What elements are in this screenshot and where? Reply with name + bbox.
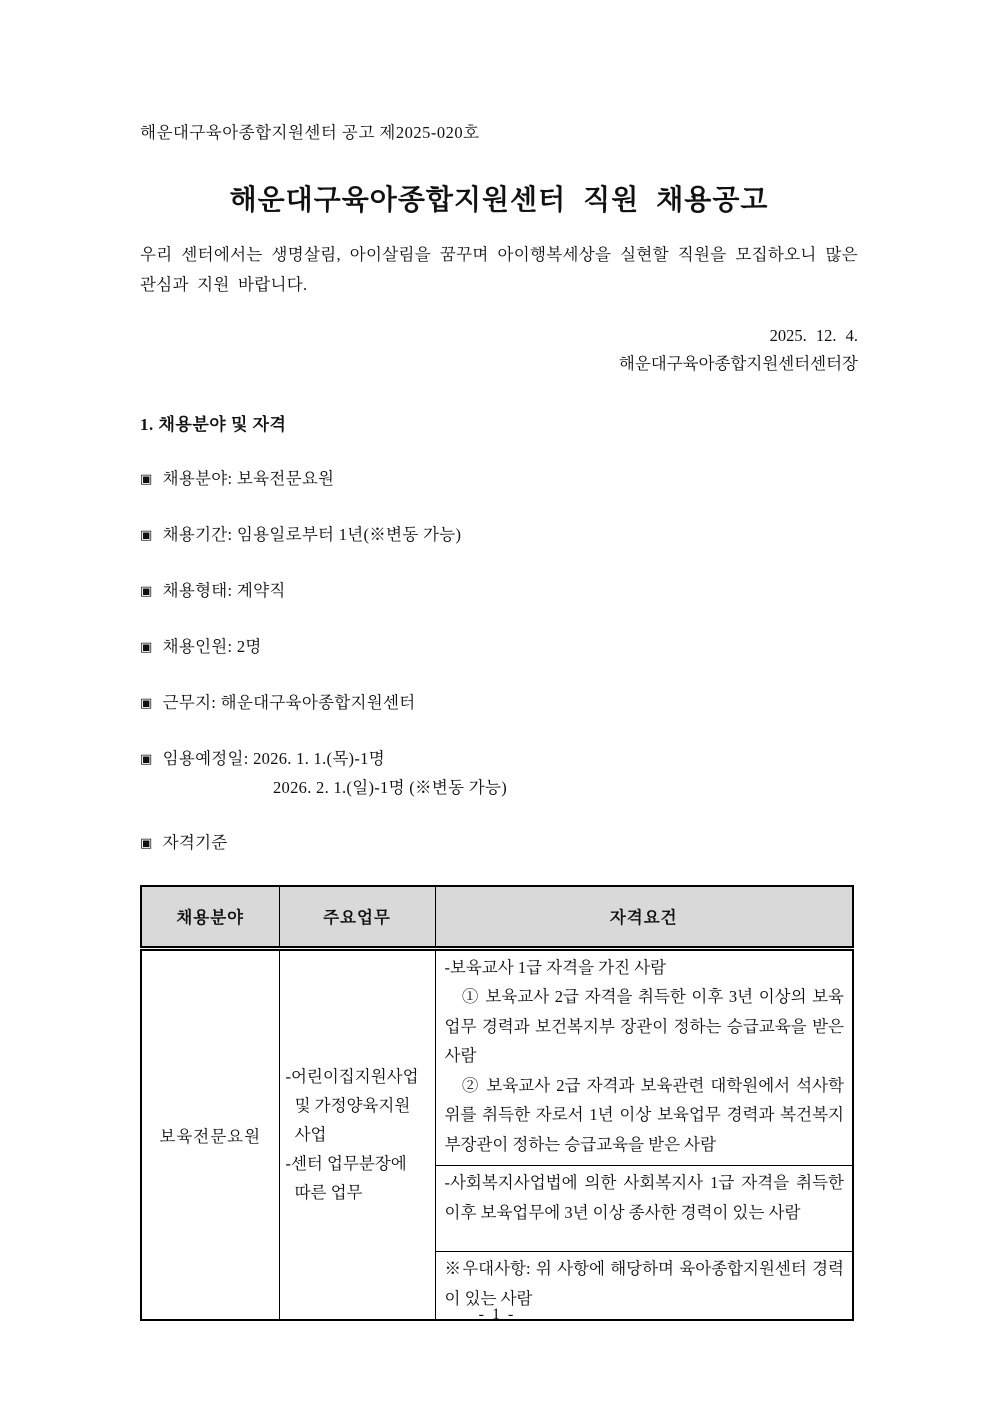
notice-number: 해운대구육아종합지원센터 공고 제2025-020호 [140, 123, 480, 142]
bullet-recruit-period [140, 524, 858, 547]
date-signature-block [140, 322, 858, 378]
page-number: - 1 - [478, 1306, 514, 1323]
bullet-text: 채용인원: 2명 [162, 637, 262, 656]
bullet-text: 채용기간: 임용일로부터 1년(※변동 가능) [162, 525, 462, 544]
table-header-qualifications: 자격요건 [435, 886, 853, 948]
table-header-row [141, 886, 853, 948]
intro-paragraph: 우리 센터에서는 생명살림, 아이살림을 꿈꾸며 아이행복세상을 실현할 직원을 모집하오니 많은 관심과 지원 바랍니다. [140, 245, 858, 294]
square-bullet-icon: ▣ [140, 751, 153, 766]
qual-line-numbered-1: ① 보육교사 2급 자격을 취득한 이후 3년 이상의 보육업무 경력과 보건복지부 장관이 정하는 승급교육을 받은 사람 [444, 987, 844, 1065]
page-title: 해운대구육아종합지원센터 직원 채용공고 [229, 185, 769, 216]
bullet-headcount [140, 636, 858, 659]
qual-line-numbered-2: ② 보육교사 2급 자격과 보육관련 대학원에서 석사학위를 취득한 자로서 1년 이상 보육업무 경력과 복건복지부장관이 정하는 승급교육을 받은 사람 [444, 1075, 844, 1154]
table-header-main-duties: 주요업무 [279, 886, 435, 948]
cell-qualification-teacher [435, 948, 853, 1166]
bullet-text: 채용분야: 보육전문요원 [162, 469, 335, 488]
bullet-text: 채용형태: 계약직 [162, 581, 286, 600]
bullet-employment-type [140, 580, 858, 603]
cell-job-title: 보육전문요원 [141, 948, 279, 1320]
cell-qualification-preferred: ※우대사항: 위 사항에 해당하며 육아종합지원센터 경력이 있는 사람 [435, 1252, 853, 1321]
bullet-text-line2: 2026. 2. 1.(일)-1명 (※변동 가능) [273, 778, 508, 797]
announcement-date: 2025. 12. 4. [769, 326, 858, 345]
duty-line: -어린이집지원사업 및 가정양육지원 사업 [285, 1067, 419, 1145]
qualification-table [140, 885, 854, 1321]
bullet-appointment-date [140, 748, 858, 799]
section-1-heading: 1. 채용분야 및 자격 [140, 415, 287, 434]
bullet-qualification-criteria [140, 832, 858, 855]
cell-qualification-social-worker: -사회복지사업법에 의한 사회복지사 1급 자격을 취득한 이후 보육업무에 3년 이상 종사한 경력이 있는 사람 [435, 1166, 853, 1252]
table-header-recruit-field: 채용분야 [141, 886, 279, 948]
square-bullet-icon: ▣ [140, 471, 153, 486]
square-bullet-icon: ▣ [140, 583, 153, 598]
bullet-text: 자격기준 [162, 833, 228, 852]
bullet-text: 임용예정일: 2026. 1. 1.(목)-1명 [162, 749, 385, 768]
duty-line: -센터 업무분장에 따른 업무 [285, 1154, 407, 1203]
square-bullet-icon: ▣ [140, 639, 153, 654]
square-bullet-icon: ▣ [140, 835, 153, 850]
bullet-work-location [140, 692, 858, 715]
qual-line: -보육교사 1급 자격을 가진 사람 [444, 957, 667, 977]
signer-title: 해운대구육아종합지원센터센터장 [618, 354, 858, 373]
table-row [141, 948, 853, 1166]
bullet-recruit-field [140, 468, 858, 491]
bullet-text: 근무지: 해운대구육아종합지원센터 [162, 693, 416, 712]
square-bullet-icon: ▣ [140, 695, 153, 710]
square-bullet-icon: ▣ [140, 527, 153, 542]
cell-main-duties [279, 948, 435, 1320]
